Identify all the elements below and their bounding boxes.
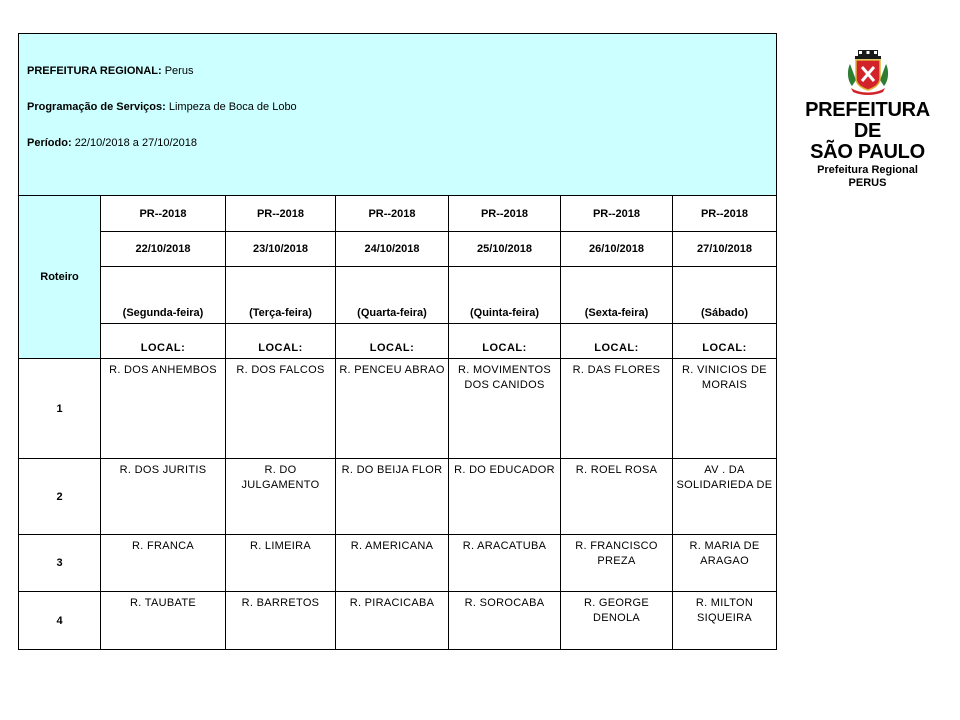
local-label: LOCAL:: [561, 324, 673, 359]
service-line: [27, 101, 776, 137]
column-code: PR--2018: [226, 196, 336, 232]
street-cell: AV . DA SOLIDARIEDA DE: [673, 459, 777, 535]
street-cell: R. FRANCISCO PREZA: [561, 535, 673, 592]
street-cell: R. PENCEU ABRAO: [336, 359, 449, 459]
roteiro-number: 4: [19, 592, 101, 650]
column-weekday: (Segunda-feira): [101, 267, 226, 324]
column-date: 22/10/2018: [101, 232, 226, 267]
street-cell: R. BARRETOS: [226, 592, 336, 650]
period-label: Período:: [27, 137, 72, 149]
column-code: PR--2018: [561, 196, 673, 232]
street-cell: R. DO BEIJA FLOR: [336, 459, 449, 535]
local-label: LOCAL:: [673, 324, 777, 359]
column-weekday: (Sexta-feira): [561, 267, 673, 324]
regional-label: PREFEITURA REGIONAL:: [27, 65, 162, 77]
column-weekday: (Terça-feira): [226, 267, 336, 324]
column-weekday: (Sábado): [673, 267, 777, 324]
column-date: 26/10/2018: [561, 232, 673, 267]
street-cell: R. GEORGE DENOLA: [561, 592, 673, 650]
street-cell: R. FRANCA: [101, 535, 226, 592]
street-cell: R. PIRACICABA: [336, 592, 449, 650]
street-cell: R. MOVIMENTOS DOS CANIDOS: [449, 359, 561, 459]
street-cell: R. TAUBATE: [101, 592, 226, 650]
table-row: [19, 459, 777, 535]
prefeitura-logo: [795, 50, 940, 189]
street-cell: R. DO EDUCADOR: [449, 459, 561, 535]
table-row: [19, 592, 777, 650]
column-code: PR--2018: [101, 196, 226, 232]
service-value: Limpeza de Boca de Lobo: [168, 101, 297, 113]
column-date: 23/10/2018: [226, 232, 336, 267]
column-code: PR--2018: [673, 196, 777, 232]
street-cell: R. ROEL ROSA: [561, 459, 673, 535]
table-row: [19, 535, 777, 592]
roteiro-number: 2: [19, 459, 101, 535]
column-date: 27/10/2018: [673, 232, 777, 267]
logo-line-1: PREFEITURA DE: [805, 99, 930, 142]
roteiro-number: 3: [19, 535, 101, 592]
street-cell: R. DAS FLORES: [561, 359, 673, 459]
local-label: LOCAL:: [449, 324, 561, 359]
logo-line-3: Prefeitura Regional: [817, 164, 918, 176]
local-label: LOCAL:: [336, 324, 449, 359]
logo-line-2: SÃO PAULO: [810, 141, 925, 163]
street-cell: R. MILTON SIQUEIRA: [673, 592, 777, 650]
service-schedule-table: [18, 33, 777, 650]
street-cell: R. AMERICANA: [336, 535, 449, 592]
street-cell: R. DOS JURITIS: [101, 459, 226, 535]
street-cell: R. DO JULGAMENTO: [226, 459, 336, 535]
column-date: 24/10/2018: [336, 232, 449, 267]
street-cell: R. VINICIOS DE MORAIS: [673, 359, 777, 459]
logo-line-4: PERUS: [848, 177, 887, 189]
street-cell: R. ARACATUBA: [449, 535, 561, 592]
street-cell: R. MARIA DE ARAGAO: [673, 535, 777, 592]
period-value: 22/10/2018 a 27/10/2018: [74, 137, 198, 149]
schedule-info-header: [19, 34, 777, 196]
regional-value: Perus: [164, 65, 194, 77]
column-weekday: (Quarta-feira): [336, 267, 449, 324]
local-label: LOCAL:: [226, 324, 336, 359]
service-label: Programação de Serviços:: [27, 101, 166, 113]
roteiro-number: 1: [19, 359, 101, 459]
column-weekday: (Quinta-feira): [449, 267, 561, 324]
street-cell: R. SOROCABA: [449, 592, 561, 650]
table-row: [19, 359, 777, 459]
roteiro-header: Roteiro: [19, 196, 101, 359]
column-code: PR--2018: [336, 196, 449, 232]
street-cell: R. DOS FALCOS: [226, 359, 336, 459]
street-cell: R. DOS ANHEMBOS: [101, 359, 226, 459]
column-code: PR--2018: [449, 196, 561, 232]
column-date: 25/10/2018: [449, 232, 561, 267]
street-cell: R. LIMEIRA: [226, 535, 336, 592]
regional-line: [27, 65, 776, 101]
period-line: [27, 137, 776, 173]
coat-of-arms-icon: [846, 50, 890, 96]
local-label: LOCAL:: [101, 324, 226, 359]
